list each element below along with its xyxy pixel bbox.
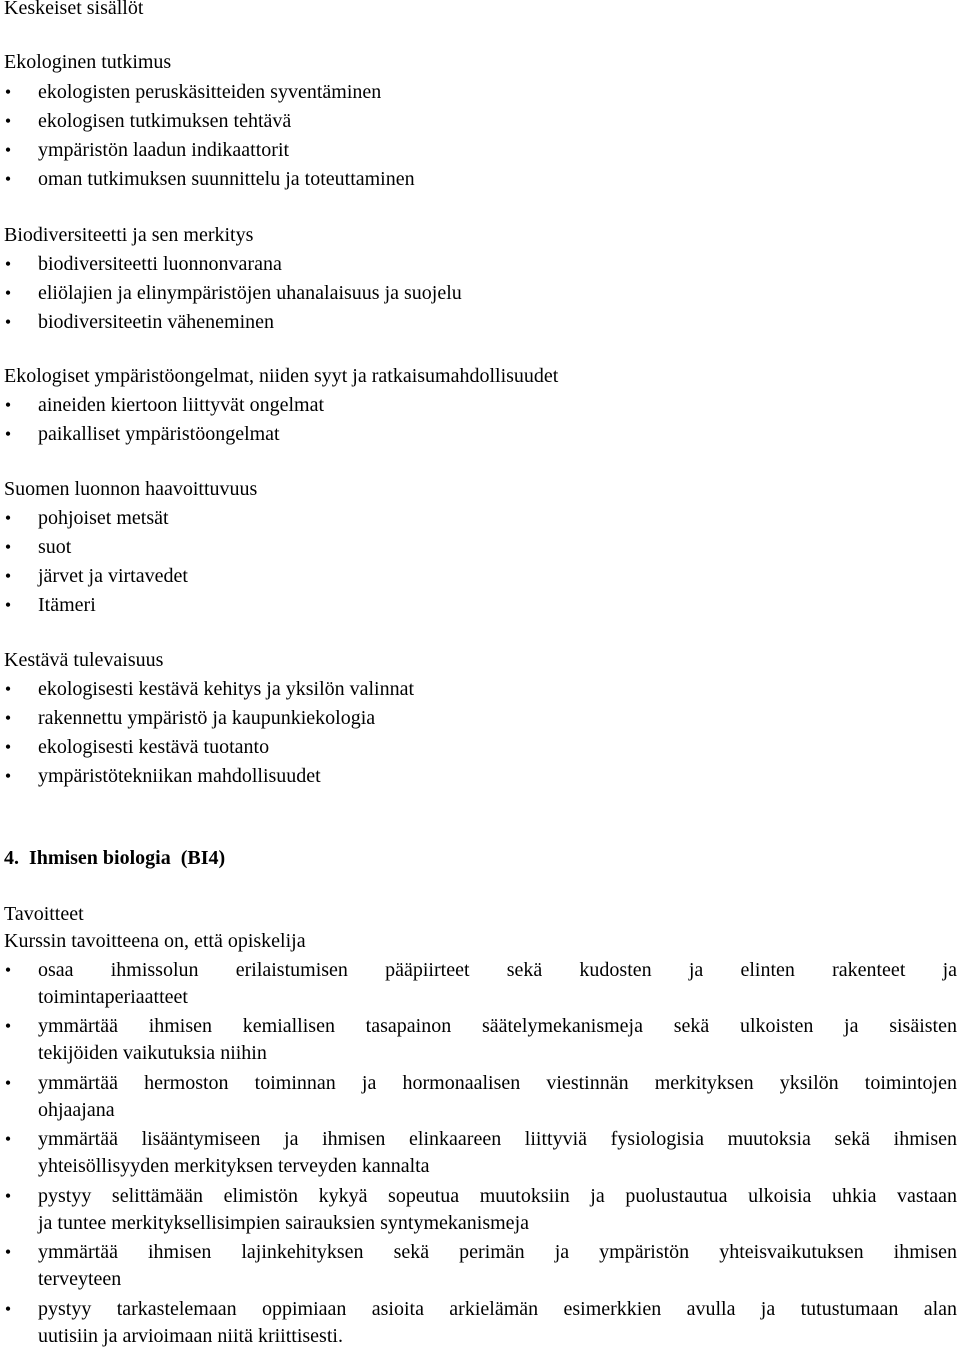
bullet-icon: • [4, 1129, 12, 1149]
goal-text-line2: toimintaperiaatteet [38, 986, 188, 1008]
list-item-text: ympäristötekniikan mahdollisuudet [38, 765, 321, 787]
goal-text-line2: ja tuntee merkityksellisimpien sairauksien syntymekanismeja [38, 1212, 529, 1234]
bullet-icon: • [4, 111, 12, 131]
goal-text-line1: osaa ihmissolun erilaistumisen pääpiirteet sekä kudosten ja elinten rakenteet ja [38, 959, 957, 981]
bullet-icon: • [4, 595, 12, 615]
bullet-icon: • [4, 766, 12, 786]
goal-text-line2: uutisiin ja arvioimaan niitä kriittisesti. [38, 1325, 343, 1347]
bullet-icon: • [4, 1242, 12, 1262]
goal-text-line1: ymmärtää ihmisen kemiallisen tasapainon säätelymekanismeja sekä ulkoisten ja sisäisten [38, 1015, 957, 1037]
goal-text-line2: ohjaajana [38, 1099, 115, 1121]
bullet-icon: • [4, 395, 12, 415]
list-item-text: ekologisen tutkimuksen tehtävä [38, 110, 292, 132]
list-item-text: ekologisesti kestävä tuotanto [38, 736, 270, 758]
bullet-icon: • [4, 537, 12, 557]
goal-text-line1: ymmärtää lisääntymiseen ja ihmisen elinkaareen liittyviä fysiologisia muutoksia sekä ihmisen [38, 1128, 957, 1150]
list-item-text: pohjoiset metsät [38, 507, 169, 529]
list-item-text: ekologisten peruskäsitteiden syventäminen [38, 81, 382, 103]
bullet-icon: • [4, 566, 12, 586]
goal-text-line2: tekijöiden vaikutuksia niihin [38, 1042, 267, 1064]
section-title: Ekologiset ympäristöongelmat, niiden syyt ja ratkaisumahdollisuudet [4, 365, 559, 387]
bullet-icon: • [4, 254, 12, 274]
bullet-icon: • [4, 140, 12, 160]
goal-text-line1: ymmärtää ihmisen lajinkehityksen sekä perimän ja ympäristön yhteisvaikutuksen ihmisen [38, 1241, 957, 1263]
goal-text-line1: pystyy tarkastelemaan oppimiaan asioita arkielämän esimerkkien avulla ja tutustumaan alan [38, 1298, 957, 1320]
section-title: Suomen luonnon haavoittuvuus [4, 478, 258, 500]
list-item-text: ympäristön laadun indikaattorit [38, 139, 290, 161]
section-heading-contents: Keskeiset sisällöt [4, 0, 144, 19]
bullet-icon: • [4, 283, 12, 303]
goal-text-line2: terveyteen [38, 1268, 122, 1290]
section-title: Ekologinen tutkimus [4, 51, 172, 73]
list-item-text: biodiversiteetin väheneminen [38, 311, 275, 333]
bullet-icon: • [4, 508, 12, 528]
bullet-icon: • [4, 708, 12, 728]
list-item-text: järvet ja virtavedet [38, 565, 188, 587]
course-title: 4. Ihmisen biologia (BI4) [4, 847, 226, 869]
goal-text-line2: yhteisöllisyyden merkityksen terveyden kannalta [38, 1155, 430, 1177]
list-item-text: rakennettu ympäristö ja kaupunkiekologia [38, 707, 376, 729]
bullet-icon: • [4, 169, 12, 189]
goal-text-line1: ymmärtää hermoston toiminnan ja hormonaalisen viestinnän merkityksen yksilön toimintojen [38, 1072, 957, 1094]
bullet-icon: • [4, 1016, 12, 1036]
section-title: Biodiversiteetti ja sen merkitys [4, 224, 254, 246]
section-title: Kestävä tulevaisuus [4, 649, 164, 671]
bullet-icon: • [4, 1299, 12, 1319]
list-item-text: Itämeri [38, 594, 96, 616]
list-item-text: aineiden kiertoon liittyvät ongelmat [38, 394, 325, 416]
goals-intro: Kurssin tavoitteena on, että opiskelija [4, 930, 306, 952]
list-item-text: paikalliset ympäristöongelmat [38, 423, 280, 445]
list-item-text: suot [38, 536, 72, 558]
list-item-text: oman tutkimuksen suunnittelu ja toteuttaminen [38, 168, 415, 190]
bullet-icon: • [4, 737, 12, 757]
bullet-icon: • [4, 312, 12, 332]
bullet-icon: • [4, 960, 12, 980]
goal-text-line1: pystyy selittämään elimistön kykyä sopeutua muutoksiin ja puolustautua ulkoisia uhkia vastaan [38, 1185, 957, 1207]
list-item-text: ekologisesti kestävä kehitys ja yksilön valinnat [38, 678, 415, 700]
bullet-icon: • [4, 679, 12, 699]
bullet-icon: • [4, 82, 12, 102]
list-item-text: eliölajien ja elinympäristöjen uhanalaisuus ja suojelu [38, 282, 462, 304]
list-item-text: biodiversiteetti luonnonvarana [38, 253, 282, 275]
bullet-icon: • [4, 1186, 12, 1206]
goals-heading: Tavoitteet [4, 903, 84, 925]
bullet-icon: • [4, 424, 12, 444]
bullet-icon: • [4, 1073, 12, 1093]
